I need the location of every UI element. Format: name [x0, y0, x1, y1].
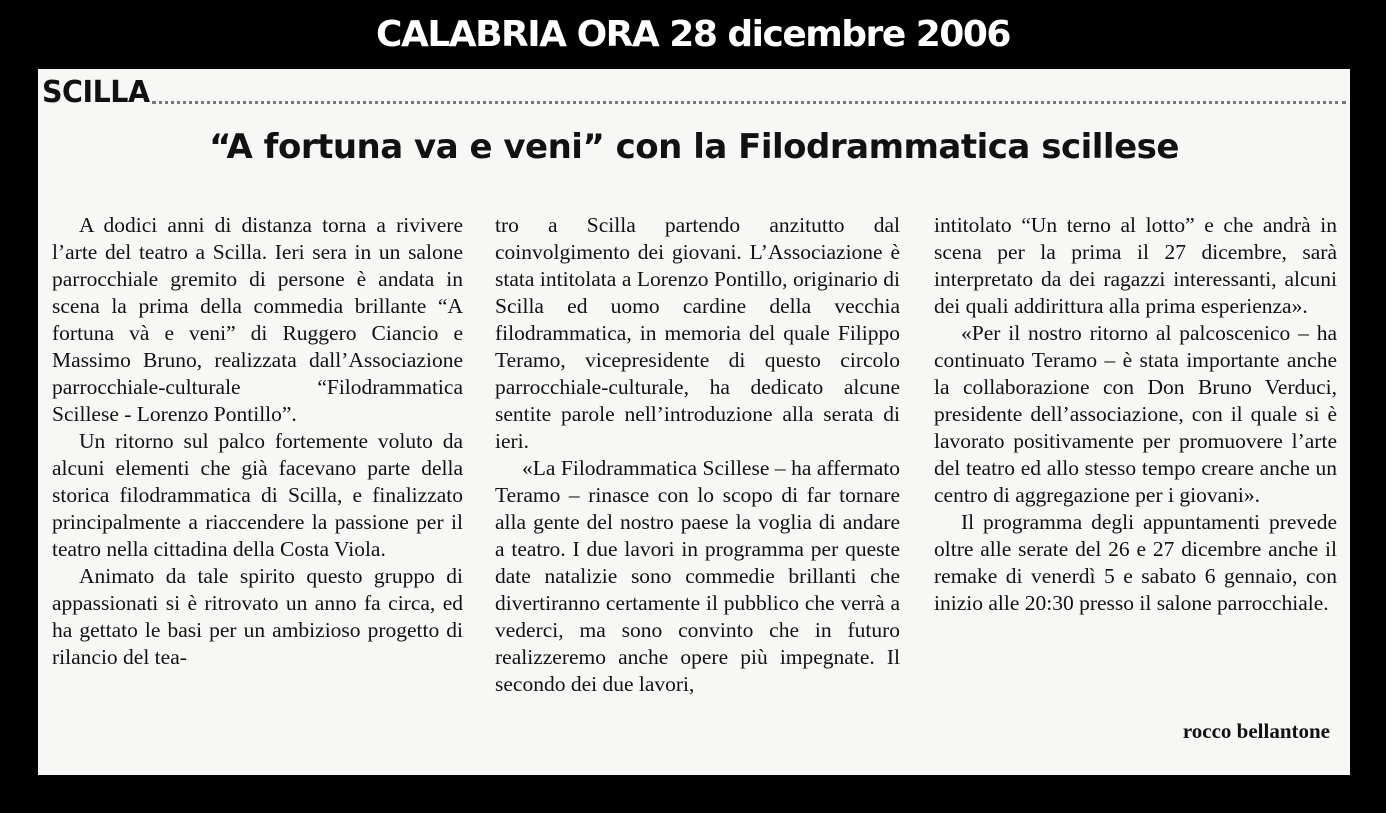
paragraph: tro a Scilla partendo anzitutto dal coinvolgimento dei giovani. L’Associazione è stata intitolata a Lorenzo Pontillo, originario di Scilla ed uomo cardine della vecchia filodrammatica, in memoria del quale Filippo Teramo, vicepresidente di questo circolo parrocchiale-culturale, ha dedicato alcune sentite parole nell’introduzione alla serata di ieri. — [495, 213, 900, 453]
paragraph: A dodici anni di distanza torna a rivivere l’arte del teatro a Scilla. Ieri sera in un salone parrocchiale gremito di persone è andata in scena la prima della commedia brillante “A fortuna và e veni” di Ruggero Ciancio e Massimo Bruno, realizzata dall’Associazione parrocchiale-culturale “Filodrammatica Scillese - Lorenzo Pontillo”. — [52, 213, 463, 426]
banner — [0, 0, 1386, 68]
paragraph: intitolato “Un terno al lotto” e che andrà in scena per la prima il 27 dicembre, sarà interpretato da dei ragazzi interessanti, alcuni dei quali addirittura alla prima esperienza». — [934, 213, 1337, 318]
newspaper-clipping — [38, 69, 1350, 775]
section-divider — [152, 101, 1346, 104]
paragraph: Un ritorno sul palco fortemente voluto da alcuni elementi che già facevano parte della storica filodrammatica di Scilla, e finalizzato principalmente a riaccendere la passione per il teatro nella cittadina della Costa Viola. — [52, 429, 463, 561]
article-headline: “A fortuna va e veni” con la Filodrammatica scillese — [209, 127, 1179, 167]
section-header — [38, 69, 1350, 109]
article-column-2 — [495, 212, 900, 698]
paragraph: Animato da tale spirito questo gruppo di appassionati si è ritrovato un anno fa circa, ed ha gettato le basi per un ambizioso progetto di rilancio del tea- — [52, 564, 463, 669]
author-byline: rocco bellantone — [1182, 719, 1330, 743]
paragraph: Il programma degli appuntamenti prevede oltre alle serate del 26 e 27 dicembre anche il remake di venerdì 5 e sabato 6 gennaio, con inizio alle 20:30 presso il salone parrocchiale. — [934, 510, 1337, 615]
article-column-1 — [52, 212, 463, 671]
section-label: SCILLA — [42, 75, 150, 110]
paragraph: «La Filodrammatica Scillese – ha affermato Teramo – rinasce con lo scopo di far tornare alla gente del nostro paese la voglia di andare a teatro. I due lavori in programma per queste date natalizie sono commedie brillanti che divertiranno certamente il pubblico che verrà a vederci, ma sono convinto che in futuro realizzeremo anche opere più impegnate. Il secondo dei due lavori, — [495, 456, 900, 696]
paragraph: «Per il nostro ritorno al palcoscenico – ha continuato Teramo – è stata importante anche la collaborazione con Don Bruno Verduci, presidente dell’associazione, con il quale si è lavorato positivamente per promuovere l’arte del teatro ed allo stesso tempo creare anche un centro di aggregazione per i giovani». — [934, 321, 1337, 507]
article-column-3 — [934, 212, 1337, 617]
banner-title: CALABRIA ORA 28 dicembre 2006 — [376, 13, 1010, 55]
